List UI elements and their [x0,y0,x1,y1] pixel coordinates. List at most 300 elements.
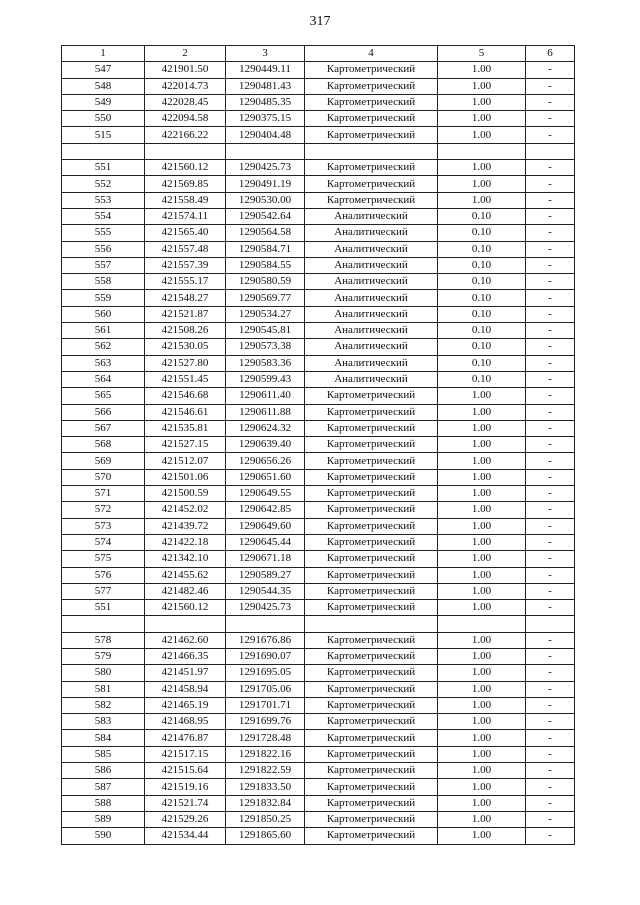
note-cell: - [526,404,575,420]
method-cell: Картометрический [305,746,438,762]
point-number-cell: 585 [62,746,145,762]
y-coordinate-cell: 1290564.58 [226,225,305,241]
x-coordinate-cell: 421557.48 [145,241,226,257]
x-coordinate-cell: 421466.35 [145,648,226,664]
accuracy-cell: 1.00 [438,176,526,192]
method-cell: Картометрический [305,469,438,485]
accuracy-cell: 1.00 [438,486,526,502]
point-number-cell [62,143,145,159]
table-row [62,339,575,355]
y-coordinate-cell: 1290589.27 [226,567,305,583]
method-cell: Картометрический [305,518,438,534]
point-number-cell: 584 [62,730,145,746]
accuracy-cell: 1.00 [438,746,526,762]
table-row [62,404,575,420]
table-row [62,94,575,110]
y-coordinate-cell: 1290583.36 [226,355,305,371]
y-coordinate-cell: 1290530.00 [226,192,305,208]
y-coordinate-cell [226,616,305,632]
table-row [62,714,575,730]
accuracy-cell [438,616,526,632]
accuracy-cell: 0.10 [438,241,526,257]
x-coordinate-cell: 421422.18 [145,534,226,550]
y-coordinate-cell: 1290645.44 [226,534,305,550]
point-number-cell: 550 [62,111,145,127]
y-coordinate-cell: 1290651.60 [226,469,305,485]
x-coordinate-cell: 421546.61 [145,404,226,420]
point-number-cell: 548 [62,78,145,94]
accuracy-cell: 1.00 [438,404,526,420]
point-number-cell: 515 [62,127,145,143]
accuracy-cell: 0.10 [438,257,526,273]
y-coordinate-cell: 1290425.73 [226,160,305,176]
accuracy-cell: 1.00 [438,697,526,713]
method-cell: Аналитический [305,225,438,241]
method-cell: Картометрический [305,437,438,453]
table-row [62,828,575,844]
point-number-cell: 565 [62,388,145,404]
table-row [62,795,575,811]
accuracy-cell: 1.00 [438,583,526,599]
note-cell: - [526,648,575,664]
point-number-cell: 557 [62,257,145,273]
accuracy-cell: 1.00 [438,534,526,550]
note-cell: - [526,681,575,697]
y-coordinate-cell: 1290544.35 [226,583,305,599]
note-cell: - [526,62,575,78]
method-cell: Картометрический [305,78,438,94]
point-number-cell: 552 [62,176,145,192]
point-number-cell: 564 [62,371,145,387]
point-number-cell: 579 [62,648,145,664]
method-cell [305,616,438,632]
note-cell: - [526,388,575,404]
note-cell: - [526,697,575,713]
method-cell: Картометрический [305,828,438,844]
x-coordinate-cell: 421560.12 [145,160,226,176]
accuracy-cell: 0.10 [438,208,526,224]
point-number-cell: 576 [62,567,145,583]
x-coordinate-cell: 421555.17 [145,274,226,290]
point-number-cell: 558 [62,274,145,290]
y-coordinate-cell: 1290611.40 [226,388,305,404]
point-number-cell: 551 [62,160,145,176]
method-cell: Картометрический [305,600,438,616]
accuracy-cell: 1.00 [438,811,526,827]
accuracy-cell: 1.00 [438,453,526,469]
x-coordinate-cell: 421519.16 [145,779,226,795]
x-coordinate-cell: 421512.07 [145,453,226,469]
y-coordinate-cell: 1291832.84 [226,795,305,811]
point-number-cell: 572 [62,502,145,518]
table-row [62,160,575,176]
table-row [62,534,575,550]
point-number-cell: 571 [62,486,145,502]
note-cell: - [526,241,575,257]
x-coordinate-cell: 421560.12 [145,600,226,616]
method-cell [305,143,438,159]
method-cell: Картометрический [305,192,438,208]
point-number-cell: 554 [62,208,145,224]
point-number-cell: 590 [62,828,145,844]
page-number: 317 [309,14,331,29]
y-coordinate-cell: 1290491.19 [226,176,305,192]
x-coordinate-cell: 421530.05 [145,339,226,355]
table-row [62,176,575,192]
method-cell: Картометрический [305,795,438,811]
note-cell: - [526,811,575,827]
column-header: 3 [226,46,305,62]
point-number-cell: 560 [62,306,145,322]
method-cell: Картометрический [305,160,438,176]
table-row [62,746,575,762]
method-cell: Картометрический [305,730,438,746]
table-row [62,518,575,534]
method-cell: Картометрический [305,811,438,827]
y-coordinate-cell: 1291822.59 [226,763,305,779]
point-number-cell: 588 [62,795,145,811]
table-row [62,600,575,616]
y-coordinate-cell: 1290534.27 [226,306,305,322]
y-coordinate-cell: 1290485.35 [226,94,305,110]
method-cell: Картометрический [305,127,438,143]
accuracy-cell: 1.00 [438,94,526,110]
method-cell: Аналитический [305,274,438,290]
table-row [62,665,575,681]
x-coordinate-cell: 421535.81 [145,420,226,436]
table-header-row [62,46,575,62]
y-coordinate-cell: 1290624.32 [226,420,305,436]
method-cell: Картометрический [305,388,438,404]
method-cell: Аналитический [305,241,438,257]
point-number-cell: 553 [62,192,145,208]
method-cell: Аналитический [305,208,438,224]
note-cell: - [526,828,575,844]
table-row [62,437,575,453]
x-coordinate-cell: 421901.50 [145,62,226,78]
method-cell: Картометрический [305,714,438,730]
y-coordinate-cell: 1290639.40 [226,437,305,453]
accuracy-cell: 1.00 [438,779,526,795]
method-cell: Аналитический [305,355,438,371]
column-header: 6 [526,46,575,62]
y-coordinate-cell: 1291701.71 [226,697,305,713]
note-cell: - [526,502,575,518]
note-cell: - [526,420,575,436]
point-number-cell: 589 [62,811,145,827]
coordinates-table [61,45,575,845]
column-header: 4 [305,46,438,62]
x-coordinate-cell: 421455.62 [145,567,226,583]
point-number-cell: 547 [62,62,145,78]
method-cell: Картометрический [305,632,438,648]
point-number-cell: 555 [62,225,145,241]
x-coordinate-cell: 421451.97 [145,665,226,681]
point-number-cell: 556 [62,241,145,257]
note-cell: - [526,534,575,550]
note-cell: - [526,257,575,273]
table-row [62,143,575,159]
x-coordinate-cell: 421534.44 [145,828,226,844]
accuracy-cell: 1.00 [438,78,526,94]
note-cell: - [526,78,575,94]
y-coordinate-cell [226,143,305,159]
y-coordinate-cell: 1290611.88 [226,404,305,420]
point-number-cell: 574 [62,534,145,550]
table-row [62,127,575,143]
y-coordinate-cell: 1290649.55 [226,486,305,502]
table-row [62,388,575,404]
x-coordinate-cell: 421508.26 [145,323,226,339]
y-coordinate-cell: 1290449.11 [226,62,305,78]
note-cell: - [526,763,575,779]
table-row [62,632,575,648]
point-number-cell: 582 [62,697,145,713]
table-row [62,323,575,339]
column-header: 5 [438,46,526,62]
x-coordinate-cell [145,616,226,632]
x-coordinate-cell: 421546.68 [145,388,226,404]
table-row [62,779,575,795]
y-coordinate-cell: 1291865.60 [226,828,305,844]
table-row [62,648,575,664]
y-coordinate-cell: 1291695.05 [226,665,305,681]
table-row [62,225,575,241]
x-coordinate-cell: 421465.19 [145,697,226,713]
method-cell: Аналитический [305,290,438,306]
point-number-cell: 580 [62,665,145,681]
y-coordinate-cell: 1291822.16 [226,746,305,762]
point-number-cell: 575 [62,551,145,567]
note-cell: - [526,290,575,306]
x-coordinate-cell: 421558.49 [145,192,226,208]
point-number-cell: 563 [62,355,145,371]
method-cell: Картометрический [305,62,438,78]
x-coordinate-cell: 421548.27 [145,290,226,306]
accuracy-cell: 1.00 [438,388,526,404]
note-cell: - [526,486,575,502]
accuracy-cell: 1.00 [438,551,526,567]
accuracy-cell: 1.00 [438,192,526,208]
table-row [62,420,575,436]
accuracy-cell: 1.00 [438,469,526,485]
note-cell: - [526,225,575,241]
x-coordinate-cell: 421482.46 [145,583,226,599]
x-coordinate-cell: 421521.87 [145,306,226,322]
note-cell: - [526,730,575,746]
x-coordinate-cell: 421527.15 [145,437,226,453]
accuracy-cell: 1.00 [438,648,526,664]
method-cell: Аналитический [305,306,438,322]
table-row [62,257,575,273]
accuracy-cell: 1.00 [438,437,526,453]
y-coordinate-cell: 1290481.43 [226,78,305,94]
accuracy-cell: 0.10 [438,323,526,339]
note-cell: - [526,714,575,730]
accuracy-cell: 0.10 [438,355,526,371]
method-cell: Картометрический [305,665,438,681]
table-row [62,551,575,567]
method-cell: Аналитический [305,323,438,339]
accuracy-cell [438,143,526,159]
accuracy-cell: 1.00 [438,714,526,730]
accuracy-cell: 1.00 [438,160,526,176]
x-coordinate-cell: 421342.10 [145,551,226,567]
method-cell: Картометрический [305,567,438,583]
point-number-cell: 568 [62,437,145,453]
note-cell: - [526,160,575,176]
table-body [62,62,575,844]
x-coordinate-cell: 422014.73 [145,78,226,94]
y-coordinate-cell: 1290375.15 [226,111,305,127]
method-cell: Картометрический [305,779,438,795]
note-cell: - [526,518,575,534]
method-cell: Картометрический [305,583,438,599]
x-coordinate-cell: 421517.15 [145,746,226,762]
method-cell: Картометрический [305,763,438,779]
table-row [62,274,575,290]
method-cell: Картометрический [305,551,438,567]
accuracy-cell: 1.00 [438,111,526,127]
method-cell: Картометрический [305,94,438,110]
accuracy-cell: 0.10 [438,274,526,290]
table-row [62,502,575,518]
accuracy-cell: 0.10 [438,371,526,387]
table-row [62,567,575,583]
method-cell: Аналитический [305,339,438,355]
x-coordinate-cell: 421529.26 [145,811,226,827]
table-row [62,192,575,208]
x-coordinate-cell: 421565.40 [145,225,226,241]
note-cell: - [526,551,575,567]
method-cell: Картометрический [305,176,438,192]
point-number-cell: 570 [62,469,145,485]
x-coordinate-cell: 421527.80 [145,355,226,371]
note-cell [526,143,575,159]
y-coordinate-cell: 1290569.77 [226,290,305,306]
x-coordinate-cell: 421521.74 [145,795,226,811]
table-row [62,730,575,746]
note-cell: - [526,600,575,616]
y-coordinate-cell: 1291850.25 [226,811,305,827]
y-coordinate-cell: 1290584.55 [226,257,305,273]
y-coordinate-cell: 1290671.18 [226,551,305,567]
accuracy-cell: 1.00 [438,730,526,746]
table-row [62,763,575,779]
x-coordinate-cell: 421458.94 [145,681,226,697]
method-cell: Аналитический [305,371,438,387]
method-cell: Аналитический [305,257,438,273]
y-coordinate-cell: 1290642.85 [226,502,305,518]
point-number-cell [62,616,145,632]
y-coordinate-cell: 1291699.76 [226,714,305,730]
note-cell: - [526,306,575,322]
method-cell: Картометрический [305,697,438,713]
note-cell: - [526,192,575,208]
y-coordinate-cell: 1291705.06 [226,681,305,697]
accuracy-cell: 0.10 [438,306,526,322]
accuracy-cell: 0.10 [438,290,526,306]
accuracy-cell: 1.00 [438,828,526,844]
accuracy-cell: 1.00 [438,567,526,583]
note-cell: - [526,779,575,795]
x-coordinate-cell: 421557.39 [145,257,226,273]
y-coordinate-cell: 1291728.48 [226,730,305,746]
accuracy-cell: 1.00 [438,681,526,697]
note-cell: - [526,176,575,192]
table-row [62,486,575,502]
method-cell: Картометрический [305,420,438,436]
point-number-cell: 559 [62,290,145,306]
note-cell: - [526,94,575,110]
method-cell: Картометрический [305,404,438,420]
note-cell [526,616,575,632]
accuracy-cell: 0.10 [438,225,526,241]
table-row [62,616,575,632]
table-row [62,469,575,485]
note-cell: - [526,437,575,453]
table-row [62,681,575,697]
x-coordinate-cell: 421569.85 [145,176,226,192]
point-number-cell: 569 [62,453,145,469]
x-coordinate-cell: 421515.64 [145,763,226,779]
column-header: 1 [62,46,145,62]
method-cell: Картометрический [305,502,438,518]
method-cell: Картометрический [305,648,438,664]
note-cell: - [526,795,575,811]
note-cell: - [526,355,575,371]
x-coordinate-cell: 421452.02 [145,502,226,518]
method-cell: Картометрический [305,453,438,469]
table-row [62,241,575,257]
y-coordinate-cell: 1290649.60 [226,518,305,534]
accuracy-cell: 1.00 [438,420,526,436]
point-number-cell: 566 [62,404,145,420]
note-cell: - [526,632,575,648]
accuracy-cell: 0.10 [438,339,526,355]
y-coordinate-cell: 1291690.07 [226,648,305,664]
point-number-cell: 551 [62,600,145,616]
accuracy-cell: 1.00 [438,665,526,681]
y-coordinate-cell: 1290542.64 [226,208,305,224]
note-cell: - [526,469,575,485]
note-cell: - [526,111,575,127]
point-number-cell: 583 [62,714,145,730]
y-coordinate-cell: 1291833.50 [226,779,305,795]
note-cell: - [526,339,575,355]
table-row [62,371,575,387]
note-cell: - [526,665,575,681]
table-row [62,290,575,306]
method-cell: Картометрический [305,111,438,127]
point-number-cell: 578 [62,632,145,648]
table-row [62,453,575,469]
note-cell: - [526,208,575,224]
point-number-cell: 577 [62,583,145,599]
y-coordinate-cell: 1290545.81 [226,323,305,339]
y-coordinate-cell: 1290580.59 [226,274,305,290]
note-cell: - [526,567,575,583]
table-row [62,78,575,94]
accuracy-cell: 1.00 [438,763,526,779]
note-cell: - [526,583,575,599]
accuracy-cell: 1.00 [438,600,526,616]
x-coordinate-cell [145,143,226,159]
accuracy-cell: 1.00 [438,518,526,534]
note-cell: - [526,323,575,339]
x-coordinate-cell: 422094.58 [145,111,226,127]
point-number-cell: 573 [62,518,145,534]
